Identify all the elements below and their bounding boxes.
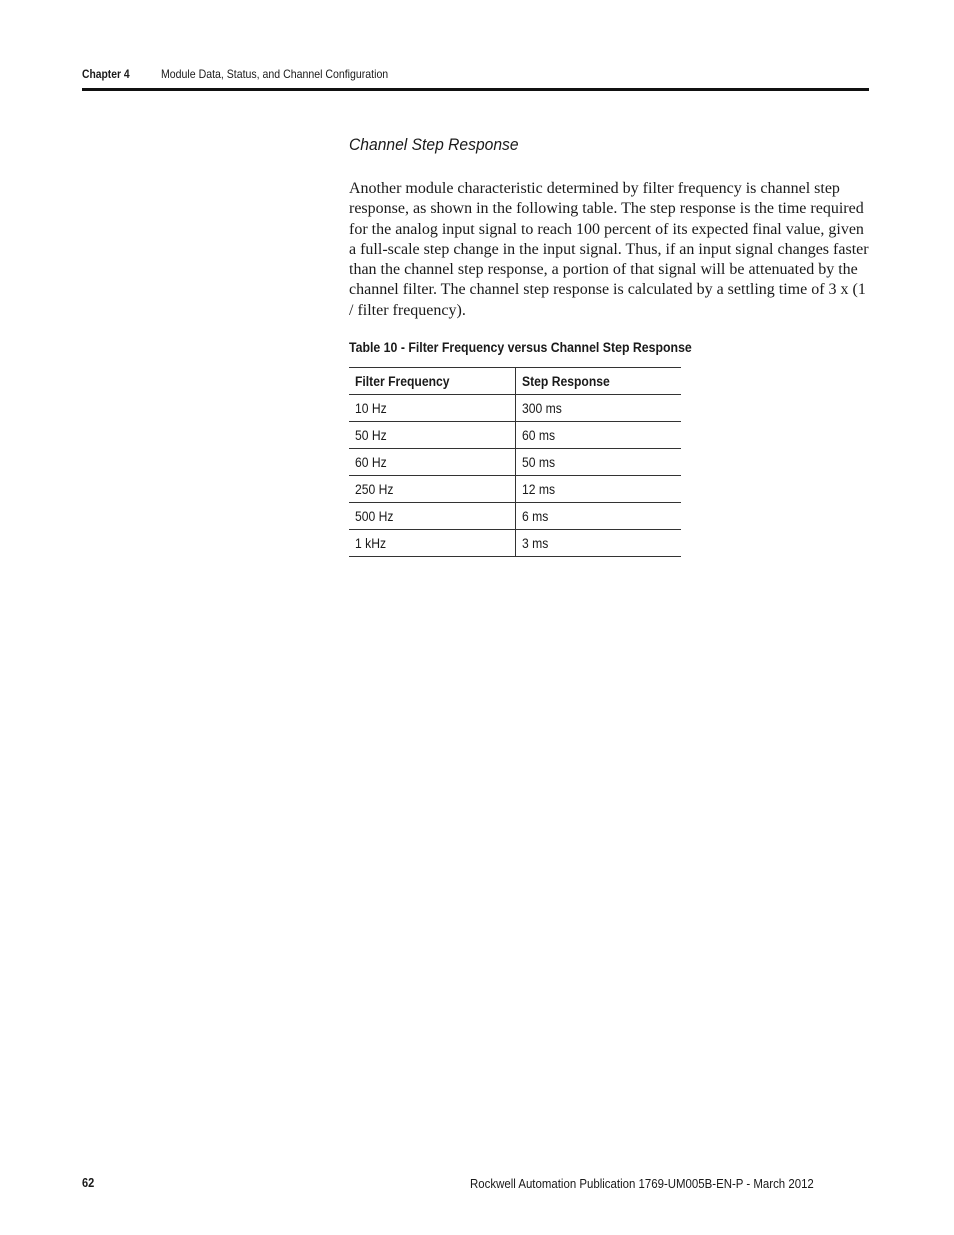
header-rule	[82, 88, 869, 91]
step-response-cell: 12 ms	[516, 476, 682, 503]
step-response-cell: 300 ms	[516, 395, 682, 422]
filter-frequency-cell: 500 Hz	[349, 503, 516, 530]
column-header-step-response: Step Response	[516, 368, 682, 395]
filter-frequency-cell: 50 Hz	[349, 422, 516, 449]
table-caption: Table 10 - Filter Frequency versus Channel Step Response	[349, 339, 692, 355]
chapter-label: Chapter 4	[82, 67, 130, 81]
section-title: Channel Step Response	[349, 135, 519, 154]
table-row	[349, 395, 681, 422]
step-response-cell: 50 ms	[516, 449, 682, 476]
filter-frequency-cell: 60 Hz	[349, 449, 516, 476]
page-number: 62	[82, 1176, 95, 1190]
table-header-row	[349, 368, 681, 395]
chapter-title: Module Data, Status, and Channel Configuration	[161, 67, 389, 81]
filter-frequency-cell: 10 Hz	[349, 395, 516, 422]
body-paragraph: Another module characteristic determined by filter frequency is channel step response, as shown in the following table. The step response is the time required for the analog input signal to reach 100 percent of its expected final value, given a full-scale step change in the input signal. Thus, if an input signal changes faster than the channel step response, a portion of that signal will be attenuated by the channel filter. The channel step response is calculated by a settling time of 3 x (1 / filter frequency).	[349, 180, 869, 319]
publication-info: Rockwell Automation Publication 1769-UM005B-EN-P - March 2012	[470, 1176, 814, 1191]
step-response-cell: 3 ms	[516, 530, 682, 557]
column-header-filter-frequency: Filter Frequency	[349, 368, 516, 395]
table-row	[349, 449, 681, 476]
table-row	[349, 503, 681, 530]
step-response-cell: 60 ms	[516, 422, 682, 449]
filter-frequency-cell: 250 Hz	[349, 476, 516, 503]
filter-frequency-cell: 1 kHz	[349, 530, 516, 557]
filter-step-response-table	[349, 367, 681, 557]
step-response-cell: 6 ms	[516, 503, 682, 530]
table-row	[349, 422, 681, 449]
table-row	[349, 530, 681, 557]
table-row	[349, 476, 681, 503]
